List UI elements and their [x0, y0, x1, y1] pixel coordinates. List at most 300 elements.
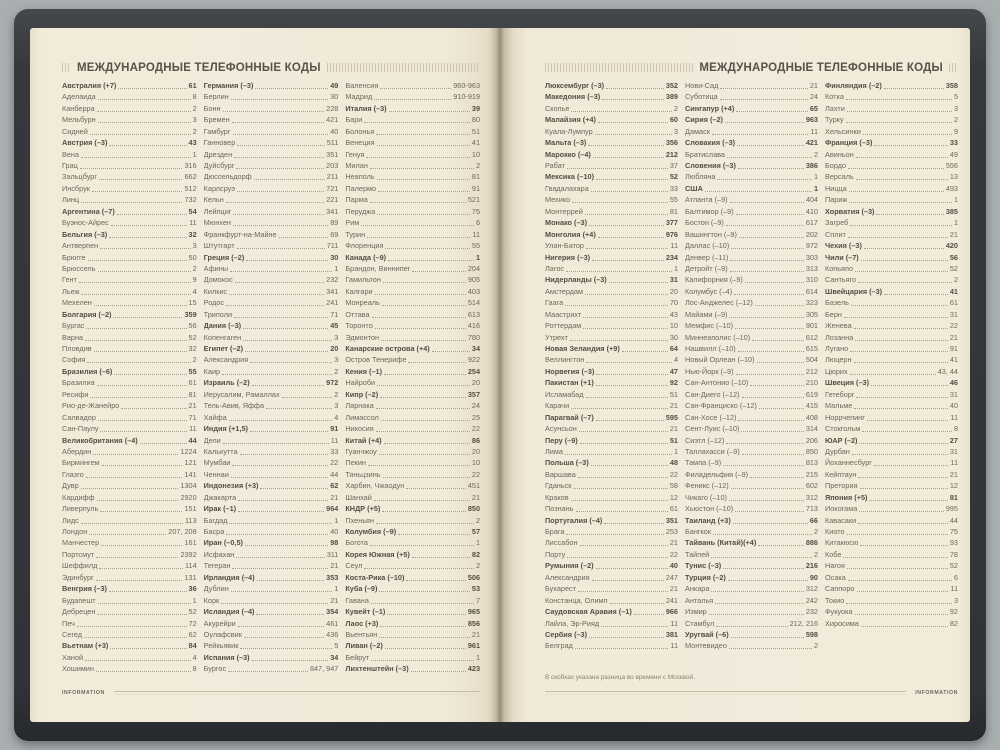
- entry-code: 410: [805, 206, 818, 216]
- entry-row: [545, 286, 678, 297]
- entry-name: Гданьск: [545, 481, 572, 491]
- entry-code: 49: [949, 149, 958, 159]
- codes-columns-left: [62, 80, 480, 675]
- entry-code: 60: [669, 115, 678, 125]
- entry-name: Македония (–3): [545, 92, 601, 102]
- entry-row: [685, 194, 818, 205]
- dot-leader: [229, 523, 332, 524]
- entry-name: Гамбург: [203, 126, 231, 136]
- entry-name: Бонн: [203, 103, 221, 113]
- dot-leader: [92, 191, 183, 192]
- dot-leader: [96, 671, 191, 672]
- entry-code: 598: [805, 629, 818, 639]
- entry-row: [62, 629, 197, 640]
- dot-leader: [411, 671, 466, 672]
- dot-leader: [738, 168, 804, 169]
- entry-row: [685, 252, 818, 263]
- entry-name: Венеция: [345, 138, 375, 148]
- entry-name: Килкис: [203, 286, 228, 296]
- dot-leader: [575, 648, 669, 649]
- entry-name: Франция (–3): [825, 138, 873, 148]
- page-header-right: [545, 61, 958, 74]
- entry-name: Великобритания (–4): [62, 435, 138, 445]
- dot-leader: [81, 523, 183, 524]
- entry-name: Япония (+5): [825, 492, 868, 502]
- dot-leader: [117, 214, 187, 215]
- entry-row: [685, 606, 818, 617]
- entry-code: 41: [949, 286, 958, 296]
- entry-name: Сеул: [345, 561, 363, 571]
- entry-code: 21: [330, 492, 339, 502]
- dot-leader: [856, 157, 948, 158]
- entry-row: [345, 549, 480, 560]
- entry-name: Пакистан (+1): [545, 378, 594, 388]
- dot-leader: [848, 580, 952, 581]
- dot-leader: [233, 225, 328, 226]
- entry-row: [204, 229, 339, 240]
- entry-row: [62, 229, 197, 240]
- entry-row: [685, 389, 818, 400]
- entry-row: [62, 583, 197, 594]
- dot-leader: [237, 248, 325, 249]
- entry-name: Эдинбург: [62, 572, 94, 582]
- entry-name: Венгрия (–3): [62, 584, 107, 594]
- entry-name: Германия (–3): [203, 80, 254, 90]
- entry-code: 2: [475, 561, 481, 571]
- entry-code: 1: [192, 149, 197, 159]
- dot-leader: [96, 557, 178, 558]
- entry-row: [685, 572, 818, 583]
- entry-name: Бургос: [203, 664, 227, 674]
- entry-name: Монако (–3): [545, 218, 588, 228]
- entry-code: 341: [326, 286, 339, 296]
- entry-name: Оттава: [345, 309, 370, 319]
- entry-name: Бангкок: [685, 527, 712, 536]
- entry-name: Бейрут: [345, 652, 370, 662]
- entry-row: [345, 583, 480, 594]
- entry-code: 21: [949, 332, 958, 342]
- entry-name: Мадрид: [345, 92, 373, 102]
- entry-row: [62, 297, 197, 308]
- entry-code: 22: [330, 458, 339, 468]
- entry-code: 22: [949, 321, 958, 331]
- dot-leader: [736, 374, 804, 375]
- dot-leader: [382, 511, 465, 512]
- entry-row: [62, 217, 197, 228]
- dot-leader: [585, 294, 668, 295]
- dot-leader: [371, 660, 474, 661]
- dot-leader: [245, 545, 328, 546]
- entry-code: 403: [467, 286, 481, 296]
- entry-row: [62, 355, 197, 366]
- entry-code: 206: [805, 435, 818, 445]
- entry-code: 964: [326, 504, 339, 514]
- entry-code: 721: [326, 183, 339, 193]
- entry-name: Сербия (–3): [545, 629, 588, 639]
- entry-row: [685, 137, 818, 148]
- entry-name: Вьетнам (+3): [62, 641, 109, 651]
- entry-code: 121: [184, 458, 197, 468]
- dot-leader: [110, 648, 186, 649]
- entry-code: 221: [326, 195, 339, 205]
- entry-row: [345, 480, 480, 491]
- entry-row: [345, 183, 480, 194]
- dot-leader: [236, 557, 324, 558]
- entry-code: 614: [805, 286, 818, 296]
- entry-code: 47: [669, 366, 678, 376]
- entry-name: Авиньон: [825, 149, 854, 159]
- dot-leader: [602, 99, 664, 100]
- entry-name: Дания (–3): [203, 321, 242, 331]
- entry-code: 21: [669, 538, 678, 548]
- entry-name: Мемфис (–10): [685, 321, 734, 331]
- dot-leader: [729, 500, 804, 501]
- entry-code: 404: [805, 195, 818, 205]
- entry-row: [685, 457, 818, 468]
- entry-name: Румыния (–2): [545, 561, 594, 571]
- dot-leader: [854, 362, 948, 363]
- codes-column: [825, 80, 958, 652]
- entry-code: 305: [805, 309, 818, 319]
- entry-code: 1: [334, 584, 339, 594]
- entry-code: 4: [192, 286, 197, 296]
- dot-leader: [140, 443, 187, 444]
- entry-row: [545, 263, 678, 274]
- entry-row: [62, 126, 197, 137]
- entry-row: [345, 114, 480, 125]
- entry-code: 52: [188, 607, 197, 617]
- entry-code: 151: [184, 504, 197, 514]
- dot-leader: [709, 614, 804, 615]
- dot-leader: [235, 282, 324, 283]
- dot-leader: [246, 260, 328, 261]
- entry-name: Нью-Йорк (–9): [685, 366, 734, 376]
- entry-code: 11: [950, 458, 958, 468]
- entry-name: Пекин: [345, 458, 366, 468]
- entry-name: Оулафсвик: [203, 629, 242, 639]
- entry-code: 39: [471, 103, 481, 113]
- entry-row: [204, 663, 339, 674]
- dot-leader: [579, 431, 668, 432]
- dot-leader: [412, 557, 470, 558]
- entry-code: 613: [467, 309, 481, 319]
- entry-code: 212: [665, 149, 678, 159]
- dot-leader: [750, 477, 804, 478]
- entry-row: [825, 320, 958, 331]
- entry-name: Вашингтон (–9): [685, 229, 737, 239]
- entry-row: [685, 114, 818, 125]
- dot-leader: [596, 179, 668, 180]
- entry-code: 98: [330, 538, 339, 548]
- dot-leader: [97, 111, 191, 112]
- entry-row: [545, 503, 678, 514]
- entry-code: 732: [184, 195, 197, 205]
- entry-name: Польша (–3): [545, 458, 589, 468]
- dot-leader: [580, 545, 668, 546]
- entry-name: Колумбия (–9): [345, 527, 397, 536]
- entry-code: 78: [949, 549, 958, 559]
- entry-code: 389: [665, 92, 678, 102]
- entry-code: 521: [467, 195, 481, 205]
- entry-row: [62, 389, 197, 400]
- entry-name: Парма: [345, 195, 368, 205]
- entry-name: Коста-Рика (–10): [345, 572, 405, 582]
- entry-code: 44: [330, 469, 339, 479]
- footer-label: INFORMATION: [62, 690, 105, 696]
- entry-row: [204, 343, 339, 354]
- entry-row: [62, 343, 197, 354]
- entry-name: Йоханнесбург: [825, 458, 872, 468]
- entry-name: Мехико: [545, 195, 571, 205]
- entry-name: Лозанна: [825, 332, 854, 342]
- dot-leader: [252, 385, 324, 386]
- entry-code: 75: [949, 527, 958, 536]
- entry-row: [62, 480, 197, 491]
- entry-name: Гент: [62, 275, 77, 285]
- entry-code: 91: [949, 344, 958, 353]
- entry-code: 2: [334, 389, 339, 399]
- entry-name: Рио-де-Жанейро: [62, 401, 120, 411]
- dot-leader: [252, 660, 329, 661]
- entry-row: [825, 526, 958, 537]
- entry-name: Монтевидео: [685, 641, 727, 651]
- dot-leader: [367, 237, 470, 238]
- entry-name: Гуанчжоу: [345, 446, 377, 456]
- page-right: [500, 28, 970, 722]
- entry-row: [685, 549, 818, 560]
- dot-leader: [412, 271, 465, 272]
- dot-leader: [857, 591, 949, 592]
- entry-name: Харбин, Чжаодун: [345, 481, 405, 491]
- dot-leader: [260, 488, 328, 489]
- dot-leader: [375, 294, 466, 295]
- entry-row: [345, 126, 480, 137]
- entry-row: [345, 595, 480, 606]
- entry-code: 24: [471, 401, 481, 411]
- dot-leader: [874, 145, 947, 146]
- entry-row: [204, 172, 339, 183]
- entry-name: Кения (–1): [345, 366, 383, 376]
- entry-name: Шеффилд: [62, 561, 98, 571]
- entry-code: 52: [949, 263, 958, 273]
- dot-leader: [398, 534, 470, 535]
- entry-code: 966: [665, 607, 678, 617]
- dot-leader: [711, 591, 803, 592]
- entry-code: 311: [326, 549, 339, 559]
- entry-row: [545, 457, 678, 468]
- entry-row: [545, 80, 678, 91]
- entry-row: [62, 435, 197, 446]
- entry-name: Нашвилл (–10): [685, 344, 736, 353]
- entry-code: 972: [805, 241, 818, 251]
- entry-name: Джакарта: [203, 492, 237, 502]
- entry-name: Киото: [825, 527, 845, 536]
- entry-row: [62, 560, 197, 571]
- entry-name: Новый Орлеан (–10): [685, 355, 755, 365]
- entry-name: Глазго: [62, 469, 84, 479]
- footer-label: INFORMATION: [915, 690, 958, 696]
- entry-name: Хиросима: [825, 618, 859, 628]
- entry-row: [62, 274, 197, 285]
- entry-name: Турин: [345, 229, 366, 239]
- entry-code: 45: [330, 321, 339, 331]
- dot-leader: [389, 111, 470, 112]
- entry-name: Кардифф: [62, 492, 95, 502]
- dot-leader: [370, 202, 466, 203]
- entry-code: 62: [330, 481, 339, 491]
- entry-code: 850: [805, 446, 818, 456]
- dot-leader: [237, 145, 324, 146]
- dot-leader: [221, 603, 328, 604]
- entry-name: Лос-Анджелес (–12): [685, 298, 753, 308]
- entry-name: Нагоя: [825, 561, 845, 571]
- dot-leader: [604, 523, 663, 524]
- entry-code: 25: [471, 412, 481, 422]
- dot-leader: [256, 614, 324, 615]
- entry-code: 216: [805, 561, 818, 571]
- entry-name: Калифорния (–9): [685, 275, 743, 285]
- entry-row: [825, 423, 958, 434]
- dot-leader: [370, 545, 474, 546]
- entry-row: [345, 229, 480, 240]
- dot-leader: [379, 637, 470, 638]
- dot-leader: [250, 362, 332, 363]
- dot-leader: [230, 271, 332, 272]
- entry-code: 84: [188, 641, 197, 651]
- dot-leader: [583, 317, 668, 318]
- entry-code: 20: [471, 446, 481, 456]
- dot-leader: [387, 614, 465, 615]
- entry-code: 13: [949, 172, 958, 182]
- entry-name: Даллас (–10): [685, 241, 730, 251]
- dot-leader: [282, 397, 333, 398]
- entry-row: [685, 126, 818, 137]
- page-title: МЕЖДУНАРОДНЫЕ ТЕЛЕФОННЫЕ КОДЫ: [77, 61, 321, 74]
- dot-leader: [234, 317, 328, 318]
- entry-name: Берлин: [203, 92, 229, 102]
- entry-row: [62, 618, 197, 629]
- dot-leader: [375, 328, 466, 329]
- entry-name: Франкфурт-на-Майне: [203, 229, 277, 239]
- entry-row: [825, 137, 958, 148]
- entry-row: [685, 320, 818, 331]
- entry-code: 81: [949, 492, 958, 502]
- dot-leader: [576, 511, 668, 512]
- entry-name: Бордо: [825, 161, 847, 170]
- entry-row: [204, 446, 339, 457]
- dot-leader: [378, 191, 470, 192]
- entry-code: 556: [945, 161, 958, 170]
- entry-code: 358: [945, 80, 958, 90]
- entry-code: 43: [188, 138, 197, 148]
- entry-name: Ларнака: [345, 401, 374, 411]
- entry-row: [545, 526, 678, 537]
- entry-row: [825, 286, 958, 297]
- entry-code: 21: [949, 469, 958, 479]
- dot-leader: [596, 568, 668, 569]
- entry-row: [345, 160, 480, 171]
- dot-leader: [852, 454, 948, 455]
- entry-code: 210: [805, 378, 818, 388]
- dot-leader: [94, 351, 187, 352]
- dot-leader: [240, 648, 332, 649]
- entry-code: 2: [192, 126, 197, 136]
- entry-name: Инсбрук: [62, 183, 90, 193]
- footer-rule: [114, 691, 480, 695]
- entry-row: [685, 160, 818, 171]
- entry-row: [825, 572, 958, 583]
- entry-name: Исландия (–4): [203, 607, 255, 617]
- dot-leader: [86, 328, 186, 329]
- entry-code: 161: [184, 538, 197, 548]
- entry-code: 114: [185, 561, 197, 571]
- entry-name: Роттердам: [545, 321, 582, 331]
- entry-row: [345, 652, 480, 663]
- dot-leader: [606, 88, 664, 89]
- entry-code: 43: [669, 309, 678, 319]
- entry-code: 976: [665, 229, 678, 239]
- entry-code: 93: [949, 538, 958, 548]
- entry-row: [345, 297, 480, 308]
- entry-code: 66: [809, 515, 818, 525]
- entry-name: Монтеррей: [545, 206, 583, 216]
- dot-leader: [77, 626, 187, 627]
- dot-leader: [860, 488, 948, 489]
- entry-name: Лихтенштейн (–3): [345, 664, 409, 674]
- entry-name: Норвегия (–3): [545, 366, 595, 376]
- entry-row: [345, 286, 480, 297]
- entry-code: 421: [326, 115, 339, 125]
- entry-row: [345, 172, 480, 183]
- dot-leader: [380, 626, 465, 627]
- notebook-cover: [14, 9, 986, 741]
- entry-row: [545, 492, 678, 503]
- page-footer-left: [62, 690, 480, 696]
- entry-name: Калгари: [345, 286, 373, 296]
- entry-row: [345, 503, 480, 514]
- entry-row: [545, 469, 678, 480]
- entry-name: Эдмонтон: [345, 332, 380, 342]
- entry-row: [545, 137, 678, 148]
- entry-row: [825, 503, 958, 514]
- entry-name: Бремен: [203, 115, 230, 125]
- entry-row: [204, 389, 339, 400]
- entry-code: 20: [669, 286, 678, 296]
- entry-code: 11: [472, 229, 481, 239]
- entry-code: 612: [805, 332, 818, 342]
- entry-code: 423: [467, 664, 481, 674]
- entry-code: 377: [665, 218, 678, 228]
- entry-row: [204, 206, 339, 217]
- dot-leader: [376, 408, 470, 409]
- dot-leader: [384, 374, 466, 375]
- entry-name: Люцерн: [825, 355, 852, 365]
- entry-name: Кобе: [825, 549, 842, 559]
- entry-name: Нови-Сад: [685, 80, 719, 90]
- dot-leader: [758, 545, 804, 546]
- entry-code: 617: [805, 218, 818, 228]
- dot-leader: [610, 603, 664, 604]
- entry-name: Бургас: [62, 321, 85, 331]
- dot-leader: [101, 545, 182, 546]
- dot-leader: [586, 248, 668, 249]
- entry-row: [204, 538, 339, 549]
- entry-code: 43, 44: [937, 366, 958, 376]
- dot-leader: [861, 626, 948, 627]
- dot-leader: [109, 145, 186, 146]
- entry-code: 33: [330, 446, 339, 456]
- dot-leader: [102, 465, 183, 466]
